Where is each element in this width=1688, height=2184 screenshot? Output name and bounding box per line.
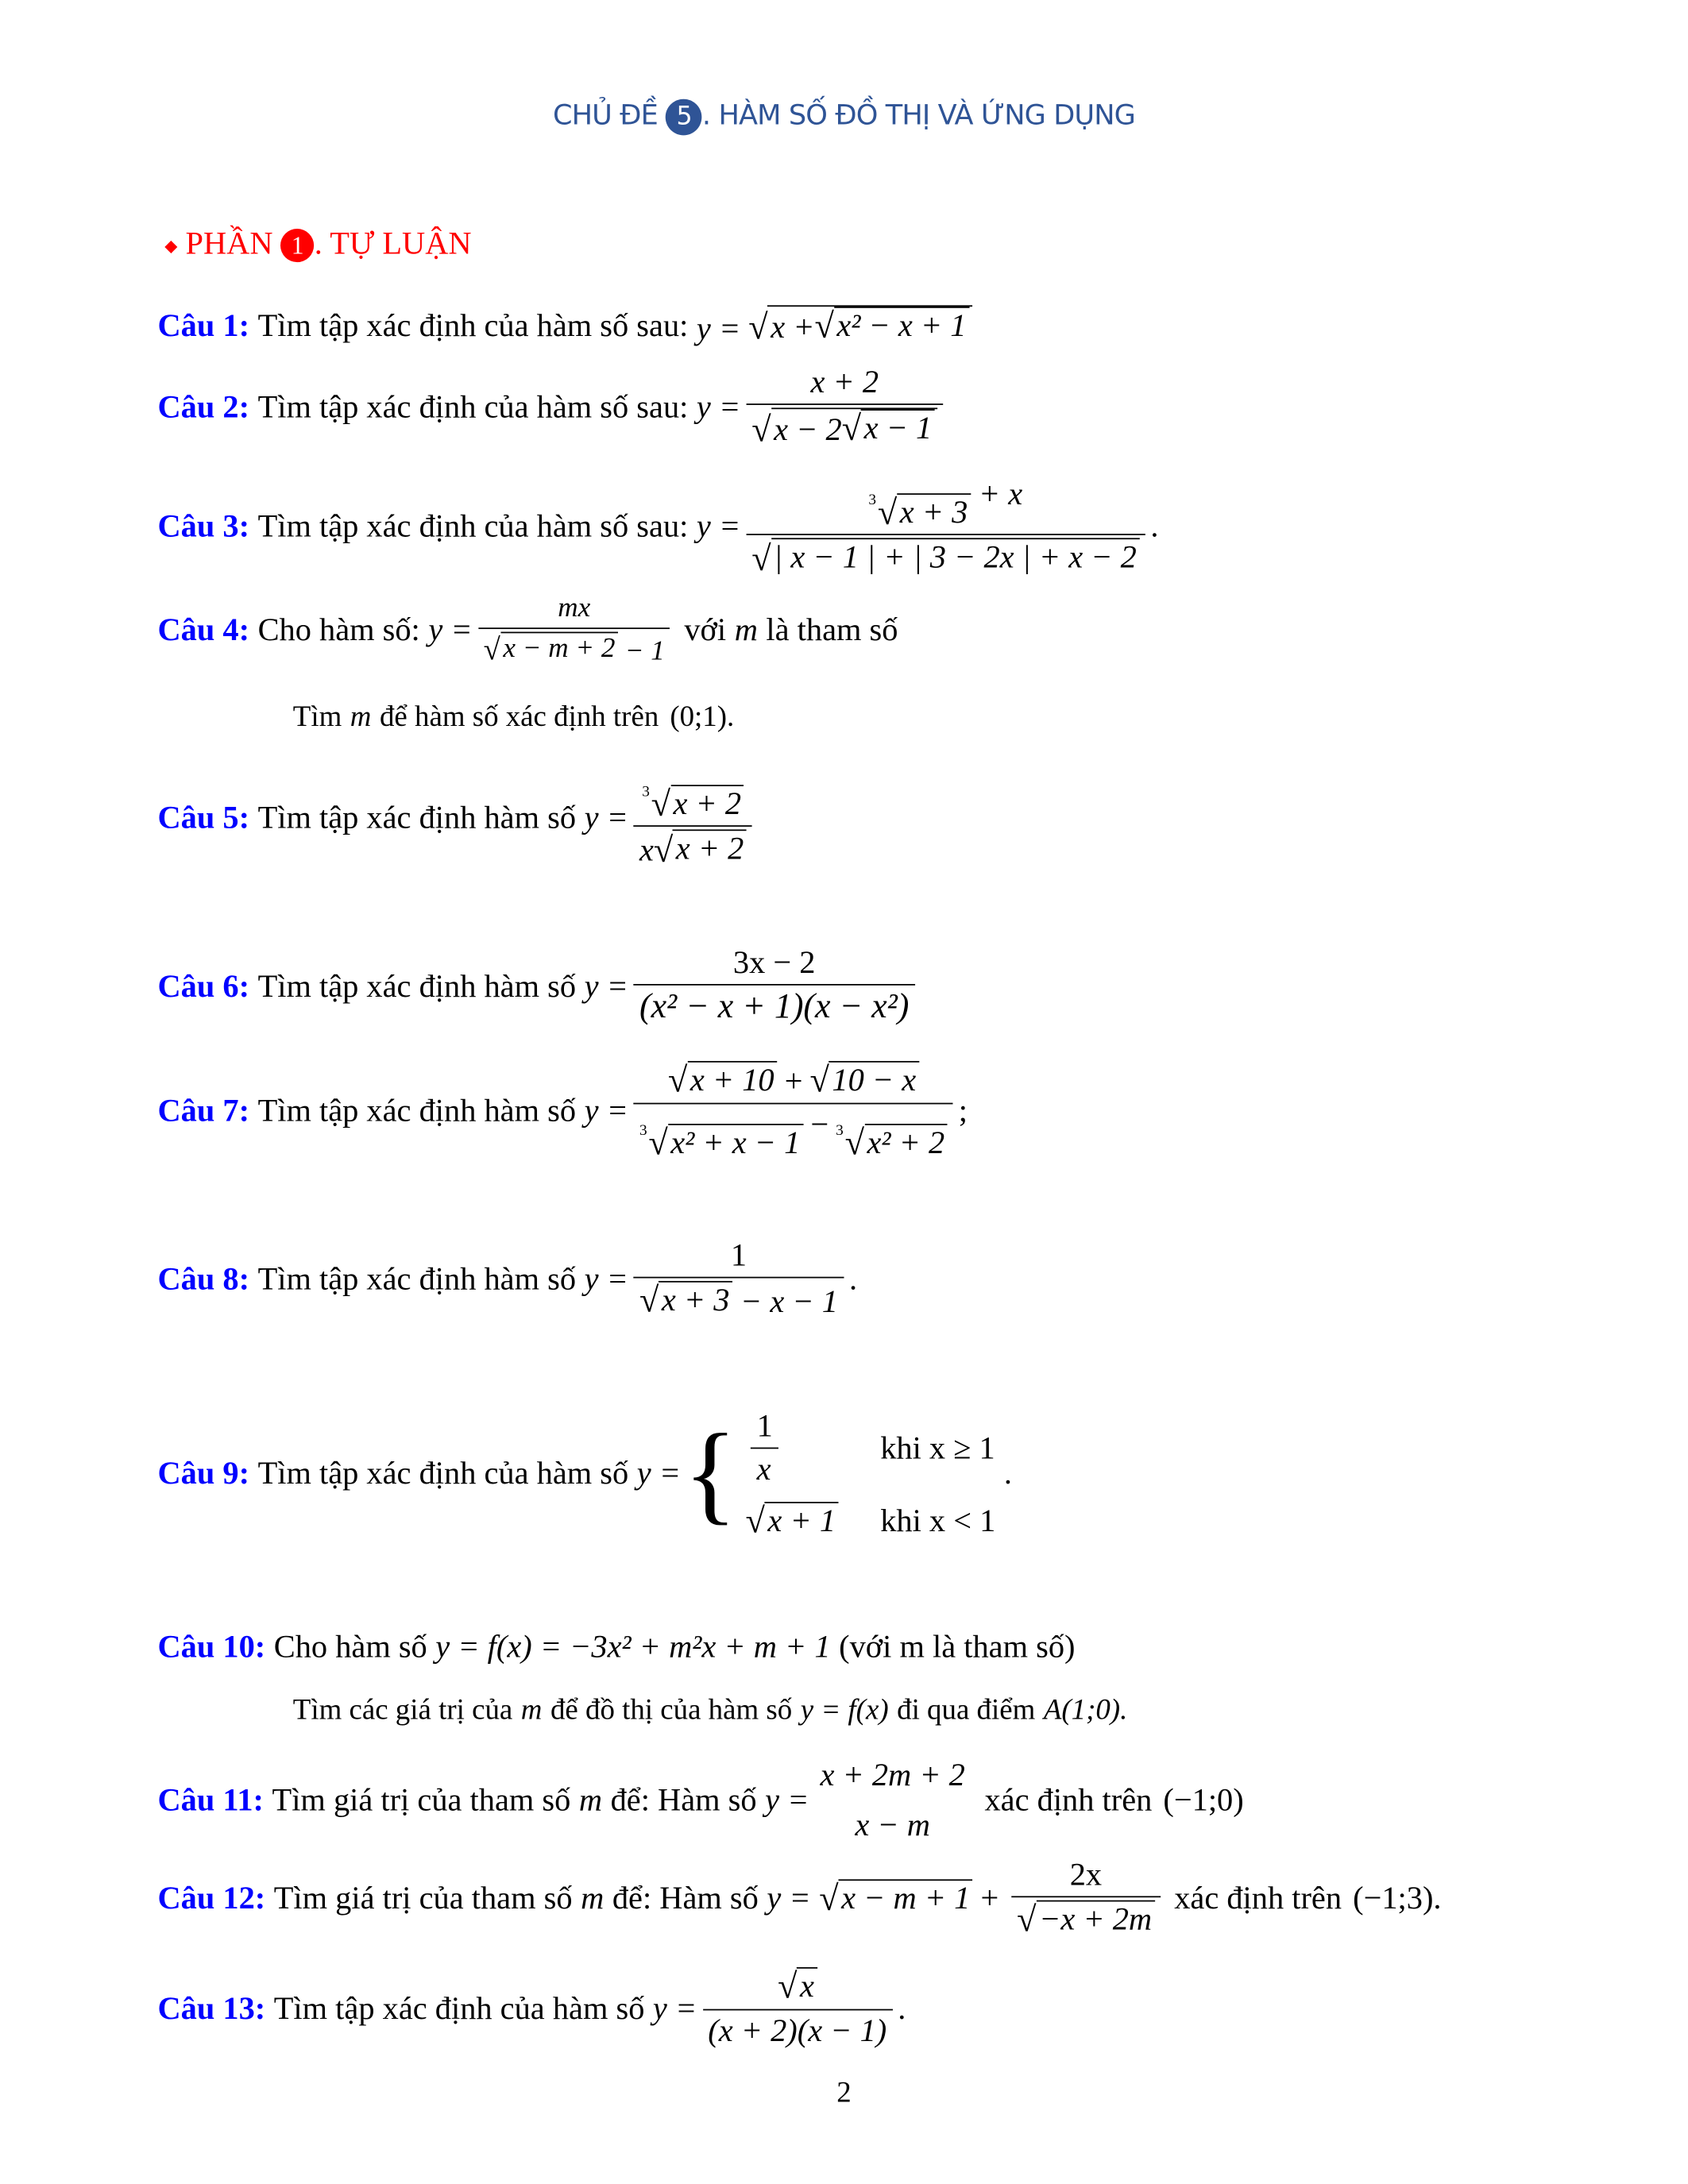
diamond-bullet-icon: ◆	[164, 236, 178, 256]
question-label: Câu 13:	[157, 1990, 266, 2025]
formula: y = f(x) = −3x² + m²x + m + 1	[435, 1629, 831, 1665]
punctuation: .	[849, 1260, 858, 1296]
question-6	[157, 945, 929, 1028]
cube-root-icon: √	[648, 1124, 668, 1163]
section-number-badge: 1	[281, 229, 315, 262]
sqrt-icon: √	[745, 1502, 765, 1542]
formula-lhs: y =	[636, 1456, 682, 1491]
left-brace-icon: {	[683, 1413, 737, 1536]
case-condition: khi x < 1	[880, 1503, 996, 1538]
root-index: 3	[868, 492, 877, 509]
sub-text: Tìm các giá trị của	[292, 1692, 513, 1727]
question-label: Câu 12:	[157, 1880, 266, 1916]
root-index: 3	[836, 1122, 844, 1140]
root-index: 3	[639, 1122, 647, 1140]
sqrt-inner: x − m + 1	[839, 1879, 973, 1917]
numerator: x + 2m + 2	[820, 1757, 965, 1792]
question-3	[157, 477, 1167, 577]
sqrt-icon: √	[639, 1281, 659, 1321]
parameter-m: m	[578, 1782, 603, 1818]
denominator: (x + 2)(x − 1)	[708, 2013, 887, 2049]
formula-lhs: y =	[584, 801, 628, 835]
sqrt-inner: x² − x + 1	[834, 307, 969, 345]
question-label: Câu 4:	[157, 612, 250, 647]
sub-text: để hàm số xác định trên	[379, 699, 659, 733]
sqrt-inner: x + 3	[659, 1281, 732, 1319]
formula	[765, 1758, 976, 1844]
question-text: Tìm tập xác định hàm số	[257, 1260, 577, 1296]
chapter-header	[0, 98, 1688, 135]
question-label: Câu 3:	[157, 508, 250, 544]
question-label: Câu 9:	[157, 1456, 250, 1491]
question-label: Câu 10:	[157, 1629, 266, 1665]
formula-lhs: y =	[696, 388, 741, 424]
sqrt-icon: √	[751, 538, 771, 578]
numerator: 1	[634, 1238, 844, 1279]
question-text: Tìm tập xác định hàm số	[257, 801, 577, 835]
numerator: 1	[751, 1408, 778, 1449]
sub-text: để đồ thị của hàm số	[550, 1692, 793, 1727]
question-text: Tìm tập xác định hàm số	[257, 1093, 577, 1129]
punctuation: .	[1150, 508, 1159, 544]
sqrt-icon: √	[667, 1061, 688, 1101]
question-text: với	[684, 612, 727, 647]
question-8	[157, 1238, 865, 1321]
sub-text: đi qua điểm	[897, 1692, 1036, 1727]
function-expr: y = f(x)	[800, 1692, 889, 1727]
header-prefix: CHỦ ĐỀ	[553, 97, 658, 132]
sqrt-inner: x − 1	[861, 409, 935, 447]
formula	[697, 477, 1159, 577]
formula	[585, 1238, 858, 1321]
formula-lhs: y =	[765, 1782, 809, 1818]
sqrt-icon: √	[814, 307, 834, 346]
sqrt-icon: √	[748, 308, 768, 348]
sqrt-icon: √	[751, 411, 771, 450]
question-text: để: Hàm số	[610, 1782, 757, 1818]
question-text: Tìm tập xác định của hàm số sau:	[257, 388, 689, 424]
sqrt-icon: √	[778, 1967, 798, 2007]
denominator: x − m	[855, 1808, 930, 1843]
interval: (0;1).	[670, 699, 735, 733]
numerator: mx	[478, 592, 670, 629]
question-label: Câu 11:	[157, 1782, 265, 1818]
operator: +	[782, 1063, 805, 1099]
sqrt-icon: √	[819, 1879, 839, 1919]
cube-root-icon: √	[877, 493, 898, 533]
sqrt-inner: x + 1	[765, 1502, 839, 1540]
question-text: xác định trên	[1174, 1880, 1342, 1916]
formula	[767, 1857, 1165, 1939]
sqrt-term: x +	[771, 309, 815, 345]
denominator-term: x	[639, 832, 654, 868]
question-11	[157, 1758, 1243, 1844]
question-2	[157, 365, 956, 450]
formula-lhs: y =	[696, 311, 741, 346]
parameter-m: m	[350, 699, 372, 733]
question-label: Câu 2:	[157, 388, 250, 424]
page-number: 2	[836, 2075, 852, 2109]
numerator: x + 2	[746, 365, 943, 405]
sqrt-icon: √	[1017, 1900, 1037, 1940]
section-heading	[164, 226, 471, 263]
cube-root-icon: √	[651, 785, 671, 824]
numerator: 3x − 2	[634, 945, 915, 986]
question-12	[157, 1857, 1441, 1939]
question-text: Tìm giá trị của tham số	[273, 1880, 573, 1916]
formula	[697, 305, 972, 347]
sqrt-inner: x + 2	[673, 830, 747, 868]
operator: +	[978, 1880, 1001, 1916]
question-text: Cho hàm số	[273, 1629, 427, 1665]
formula	[697, 365, 948, 450]
question-label: Câu 7:	[157, 1093, 250, 1129]
denominator-tail: − x − 1	[740, 1283, 838, 1319]
sqrt-inner: x + 10	[687, 1061, 777, 1099]
question-label: Câu 6:	[157, 967, 250, 1003]
question-text: Tìm giá trị của tham số	[272, 1782, 571, 1818]
punctuation: .	[898, 1990, 906, 2025]
denominator: x	[756, 1451, 771, 1487]
formula-lhs: y =	[652, 1990, 697, 2025]
interval: (−1;0)	[1163, 1782, 1244, 1818]
formula	[653, 1967, 906, 2050]
question-label: Câu 8:	[157, 1260, 250, 1296]
parameter-m: m	[520, 1692, 543, 1727]
question-5	[157, 768, 766, 869]
formula-lhs: y =	[428, 612, 473, 647]
question-text: (với m là tham số)	[839, 1629, 1076, 1665]
sqrt-term: x − 2	[774, 411, 842, 447]
formula-lhs: y =	[584, 1260, 628, 1296]
question-4-subtext	[293, 700, 734, 735]
root-inner: x² + 2	[864, 1124, 948, 1162]
formula-lhs: y =	[696, 508, 741, 544]
chapter-number-badge: 5	[666, 99, 702, 136]
cube-root-icon: √	[844, 1124, 864, 1163]
formula	[428, 592, 676, 668]
sqrt	[748, 305, 971, 346]
sqrt-icon: √	[841, 409, 862, 449]
question-text: Tìm tập xác định của hàm số	[257, 1456, 629, 1491]
formula-lhs: y =	[584, 967, 628, 1003]
question-10	[157, 1629, 1075, 1665]
case-condition: khi x ≥ 1	[880, 1430, 995, 1465]
sqrt-inner: x − m + 2	[500, 632, 618, 666]
question-text: Tìm tập xác định của hàm số sau:	[257, 508, 689, 544]
denominator: (x² − x + 1)(x − x²)	[639, 988, 910, 1026]
question-text: xác định trên	[984, 1782, 1153, 1818]
piecewise	[681, 1408, 995, 1540]
question-text: để: Hàm số	[612, 1880, 759, 1916]
question-4	[157, 592, 898, 668]
section-prefix: PHẦN	[185, 226, 273, 261]
question-10-subtext	[293, 1692, 1136, 1727]
sqrt-icon: √	[653, 830, 674, 870]
operator: −	[808, 1107, 831, 1143]
sqrt-icon: √	[809, 1061, 829, 1101]
formula	[585, 768, 758, 869]
question-label: Câu 1:	[157, 308, 250, 344]
sqrt-inner: x	[797, 1967, 817, 2005]
section-title: . TỰ LUẬN	[314, 226, 472, 261]
sqrt-inner: −x + 2m	[1037, 1900, 1155, 1939]
punctuation: .	[1003, 1456, 1012, 1491]
point: A(1;0).	[1043, 1692, 1128, 1727]
question-text: Tìm tập xác định của hàm số sau:	[257, 308, 689, 344]
question-text: Tìm tập xác định của hàm số	[273, 1990, 645, 2025]
sqrt-inner: 10 − x	[829, 1061, 919, 1099]
question-label: Câu 5:	[157, 801, 250, 835]
root-inner: x² + x − 1	[668, 1124, 803, 1162]
question-text: Tìm tập xác định hàm số	[257, 967, 577, 1003]
numerator-tail: + x	[978, 477, 1023, 512]
root-inner: x + 2	[670, 785, 744, 823]
formula	[637, 1408, 1012, 1540]
punctuation: ;	[958, 1093, 968, 1129]
formula	[585, 1061, 968, 1162]
sub-text: Tìm	[292, 699, 342, 733]
formula	[585, 945, 921, 1028]
interval: (−1;3).	[1353, 1880, 1442, 1916]
sqrt-icon: √	[483, 631, 500, 667]
question-7	[157, 1061, 975, 1162]
sqrt-inner: | x − 1 | + | 3 − 2x | + x − 2	[771, 538, 1140, 577]
question-9	[157, 1408, 1020, 1540]
root-inner: x + 3	[897, 493, 971, 531]
formula-lhs: y =	[767, 1880, 811, 1916]
parameter-m: m	[734, 612, 758, 647]
denominator-tail: − 1	[624, 635, 665, 667]
numerator: 2x	[1011, 1857, 1160, 1897]
parameter-m: m	[581, 1880, 605, 1916]
question-1	[157, 305, 980, 347]
question-13	[157, 1967, 914, 2050]
header-title: . HÀM SỐ ĐỒ THỊ VÀ ỨNG DỤNG	[701, 97, 1135, 132]
question-text: là tham số	[766, 612, 898, 647]
root-index: 3	[642, 783, 650, 801]
formula-lhs: y =	[584, 1093, 628, 1129]
question-text: Cho hàm số:	[257, 612, 420, 647]
